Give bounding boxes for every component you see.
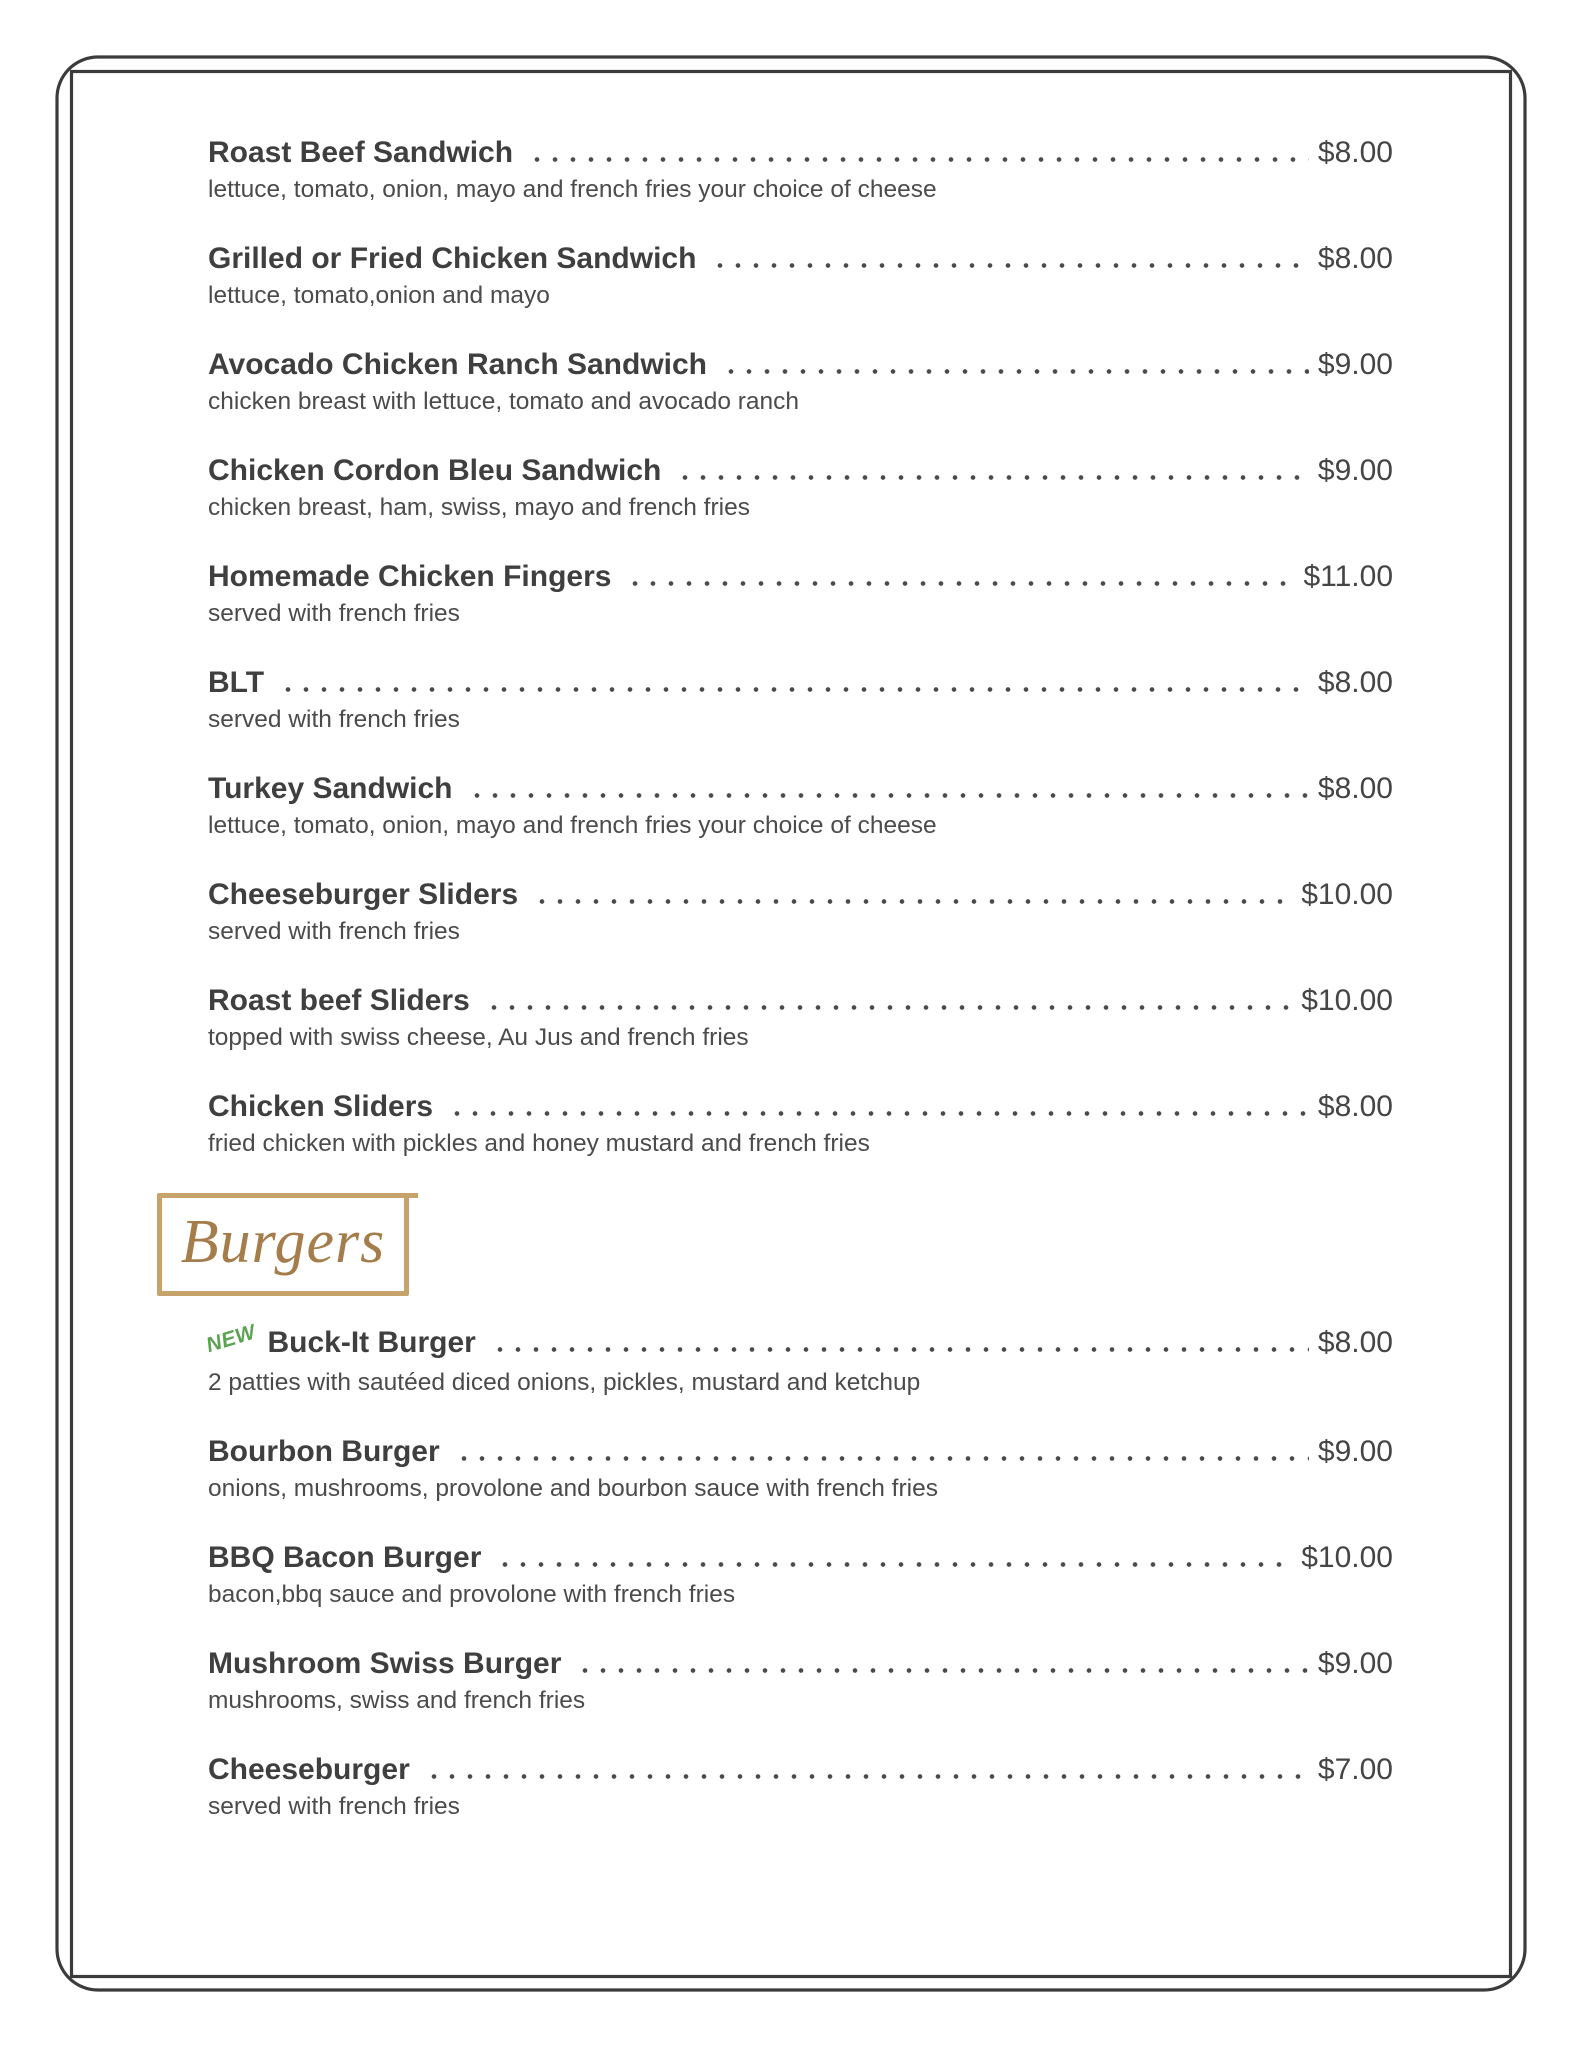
item-price: $9.00 (1317, 348, 1393, 381)
section-header-burgers (157, 1193, 409, 1296)
item-price: $8.00 (1317, 772, 1393, 805)
item-price: $9.00 (1317, 454, 1393, 487)
menu-item (203, 1320, 1393, 1400)
dot-leader (425, 1755, 1309, 1779)
item-price: $8.00 (1317, 666, 1393, 699)
item-row (208, 345, 1393, 385)
item-row (208, 875, 1393, 915)
item-row (203, 1320, 1393, 1366)
item-description: lettuce, tomato,onion and mayo (208, 282, 550, 309)
dot-leader (576, 1649, 1309, 1673)
dot-leader (711, 244, 1308, 268)
item-name: BBQ Bacon Burger (208, 1541, 482, 1574)
dot-leader (491, 1328, 1309, 1352)
item-name: Roast Beef Sandwich (208, 136, 514, 169)
item-name: Roast beef Sliders (208, 984, 470, 1017)
item-description: served with french fries (208, 600, 460, 627)
menu-item (208, 239, 1393, 313)
item-row (208, 1750, 1393, 1790)
item-price: $8.00 (1317, 1326, 1393, 1359)
item-name: Bourbon Burger (208, 1435, 440, 1468)
item-row (208, 451, 1393, 491)
item-description: chicken breast with lettuce, tomato and avocado ranch (208, 388, 800, 415)
item-price: $8.00 (1317, 242, 1393, 275)
item-price: $11.00 (1303, 560, 1393, 593)
item-description: mushrooms, swiss and french fries (208, 1687, 586, 1714)
dot-leader (455, 1437, 1309, 1461)
menu-item (208, 663, 1393, 737)
menu-item (208, 769, 1393, 843)
dot-leader (468, 774, 1309, 798)
item-price: $9.00 (1317, 1435, 1393, 1468)
menu-item (208, 1644, 1393, 1718)
dot-leader (496, 1543, 1292, 1567)
item-name: Chicken Sliders (208, 1090, 434, 1123)
item-row (208, 1432, 1393, 1472)
item-name: Mushroom Swiss Burger (208, 1647, 562, 1680)
dot-leader (533, 880, 1292, 904)
dot-leader (485, 986, 1292, 1010)
item-description: 2 patties with sautéed diced onions, pickles, mustard and ketchup (208, 1369, 921, 1396)
item-description: chicken breast, ham, swiss, mayo and french fries (208, 494, 750, 521)
item-description: lettuce, tomato, onion, mayo and french fries your choice of cheese (208, 812, 937, 839)
dot-leader (279, 668, 1309, 692)
item-price: $10.00 (1301, 984, 1393, 1017)
item-description: served with french fries (208, 706, 460, 733)
item-name: Buck-It Burger (267, 1326, 476, 1359)
new-badge: NEW (203, 1320, 259, 1358)
item-name: Avocado Chicken Ranch Sandwich (208, 348, 707, 381)
item-row (208, 239, 1393, 279)
menu-item (208, 981, 1393, 1055)
item-description: served with french fries (208, 918, 460, 945)
item-name: Cheeseburger (208, 1753, 410, 1786)
item-row (208, 1538, 1393, 1578)
item-description: topped with swiss cheese, Au Jus and french fries (208, 1024, 749, 1051)
item-price: $10.00 (1301, 878, 1393, 911)
item-description: onions, mushrooms, provolone and bourbon sauce with french fries (208, 1475, 938, 1502)
menu-item (208, 1432, 1393, 1506)
item-row (208, 663, 1393, 703)
menu-item (208, 451, 1393, 525)
item-row (208, 557, 1393, 597)
item-row (208, 133, 1393, 173)
dot-leader (676, 456, 1309, 480)
menu-item (208, 1750, 1393, 1824)
item-description: lettuce, tomato, onion, mayo and french fries your choice of cheese (208, 176, 937, 203)
menu-item (208, 875, 1393, 949)
dot-leader (722, 350, 1309, 374)
item-row (208, 1644, 1393, 1684)
item-price: $8.00 (1317, 1090, 1393, 1123)
item-description: fried chicken with pickles and honey mustard and french fries (208, 1130, 870, 1157)
menu-item (208, 557, 1393, 631)
item-row (208, 981, 1393, 1021)
dot-leader (528, 138, 1309, 162)
item-row (208, 769, 1393, 809)
item-row (208, 1087, 1393, 1127)
menu-item (208, 133, 1393, 207)
dot-leader (448, 1092, 1309, 1116)
item-price: $8.00 (1317, 136, 1393, 169)
item-price: $10.00 (1301, 1541, 1393, 1574)
item-description: served with french fries (208, 1793, 460, 1820)
dot-leader (626, 562, 1294, 586)
item-name: Turkey Sandwich (208, 772, 453, 805)
menu-item (208, 345, 1393, 419)
item-price: $9.00 (1317, 1647, 1393, 1680)
item-price: $7.00 (1317, 1753, 1393, 1786)
menu-item (208, 1538, 1393, 1612)
item-name: Chicken Cordon Bleu Sandwich (208, 454, 662, 487)
item-name: Grilled or Fried Chicken Sandwich (208, 242, 697, 275)
item-name: Homemade Chicken Fingers (208, 560, 612, 593)
section-header-label: Burgers (180, 1208, 386, 1276)
item-name: BLT (208, 666, 265, 699)
menu-content (180, 133, 1393, 1856)
menu-item (208, 1087, 1393, 1161)
item-description: bacon,bbq sauce and provolone with french fries (208, 1581, 736, 1608)
item-name: Cheeseburger Sliders (208, 878, 519, 911)
